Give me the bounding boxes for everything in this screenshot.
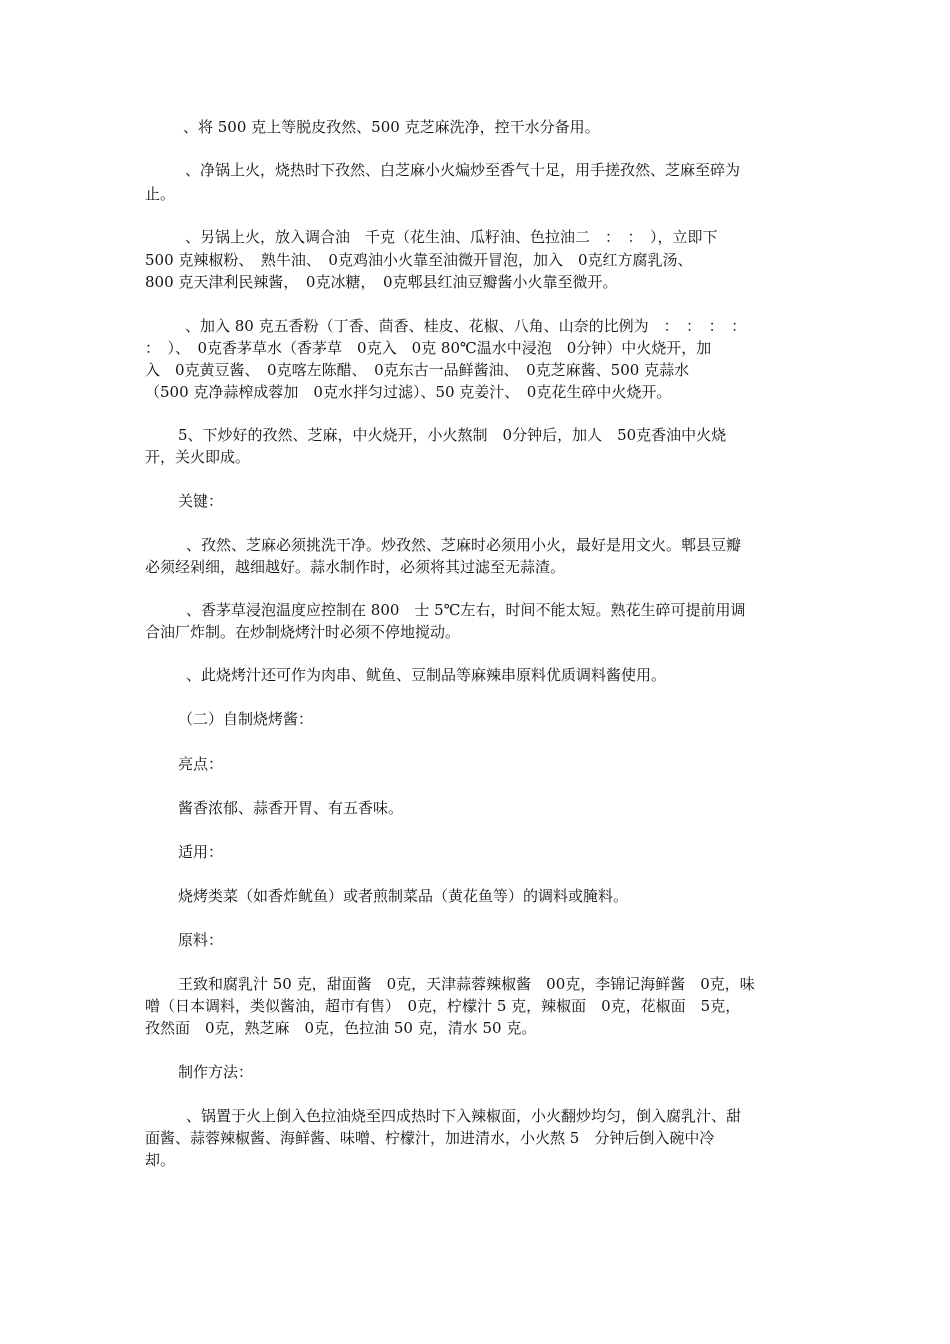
paragraph-line-key2-cont: 合油厂炸制。在炒制烧烤汁时必须不停地搅动。 <box>145 623 461 641</box>
label-highlights: 亮点： <box>178 755 224 773</box>
paragraph-line-step2-cont: 止。 <box>145 185 176 203</box>
paragraph-line-step1: 、将 500 克上等脱皮孜然、500 克芝麻洗净，控干水分备用。 <box>183 118 600 136</box>
text-highlights: 酱香浓郁、蒜香开胃、有五香味。 <box>178 799 404 817</box>
text-ingredients-line1: 王致和腐乳汁 50 克，甜面酱 0克，天津蒜蓉辣椒酱 00克，李锦记海鲜酱 0克，味 <box>178 975 755 993</box>
text-method-line1: 、锅置于火上倒入色拉油烧至四成热时下入辣椒面，小火翻炒均匀，倒入腐乳汁、甜 <box>186 1107 742 1125</box>
paragraph-line-step3: 、另锅上火，放入调合油 千克（花生油、瓜籽油、色拉油二 ： ： ），立即下 <box>185 228 718 246</box>
paragraph-line-key2: 、香茅草浸泡温度应控制在 800 士 5℃左右，时间不能太短。熟花生碎可提前用调 <box>186 601 746 619</box>
paragraph-line-step4-cont2: 入 0克黄豆酱、 0克喀左陈醋、 0克东古一品鲜酱油、 0克芝麻酱、500 克蒜水 <box>145 361 690 379</box>
text-ingredients-line2: 噌（日本调料，类似酱油，超市有售） 0克，柠檬汁 5 克，辣椒面 0克，花椒面 5克， <box>145 997 741 1015</box>
section-heading-key: 关键： <box>178 492 224 510</box>
label-usage: 适用： <box>178 843 224 861</box>
section-heading-homemade-sauce: （二）自制烧烤酱： <box>178 710 314 728</box>
paragraph-line-step5: 5、下炒好的孜然、芝麻，中火烧开，小火熬制 0分钟后，加人 50克香油中火烧 <box>178 426 727 444</box>
label-method: 制作方法： <box>178 1063 254 1081</box>
text-usage: 烧烤类菜（如香炸鱿鱼）或者煎制菜品（黄花鱼等）的调料或腌料。 <box>178 887 629 905</box>
paragraph-line-step4: 、加入 80 克五香粉（丁香、茴香、桂皮、花椒、八角、山奈的比例为 ： ： ： ： <box>185 317 747 335</box>
text-method-line2: 面酱、蒜蓉辣椒酱、海鲜酱、味噌、柠檬汁，加进清水，小火熬 5 分钟后倒入碗中冷 <box>145 1129 715 1147</box>
paragraph-line-key1-cont: 必须经剁细，越细越好。蒜水制作时，必须将其过滤至无蒜渣。 <box>145 558 566 576</box>
paragraph-line-step4-cont3: （500 克净蒜榨成蓉加 0克水拌匀过滤）、50 克姜汁、 0克花生碎中火烧开。 <box>145 383 672 401</box>
paragraph-line-step5-cont: 开，关火即成。 <box>145 448 251 466</box>
paragraph-line-key3: 、此烧烤汁还可作为肉串、鱿鱼、豆制品等麻辣串原料优质调料酱使用。 <box>186 666 667 684</box>
label-ingredients: 原料： <box>178 931 224 949</box>
paragraph-line-step3-cont1: 500 克辣椒粉、 熟牛油、 0克鸡油小火靠至油微开冒泡，加入 0克红方腐乳汤、 <box>145 251 693 269</box>
paragraph-line-key1: 、孜然、芝麻必须挑洗干净。炒孜然、芝麻时必须用小火，最好是用文火。郫县豆瓣 <box>186 536 742 554</box>
paragraph-line-step4-cont1: ： ）、 0克香茅草水（香茅草 0克入 0克 80℃温水中浸泡 0分钟）中火烧开，加 <box>145 339 712 357</box>
paragraph-line-step3-cont2: 800 克天津利民辣酱， 0克冰糖， 0克郫县红油豆瓣酱小火靠至微开。 <box>145 273 618 291</box>
text-ingredients-line3: 孜然面 0克，熟芝麻 0克，色拉油 50 克，清水 50 克。 <box>145 1019 537 1037</box>
paragraph-line-step2: 、净锅上火，烧热时下孜然、白芝麻小火煸炒至香气十足，用手搓孜然、芝麻至碎为 <box>185 161 741 179</box>
text-method-line3: 却。 <box>145 1151 176 1169</box>
